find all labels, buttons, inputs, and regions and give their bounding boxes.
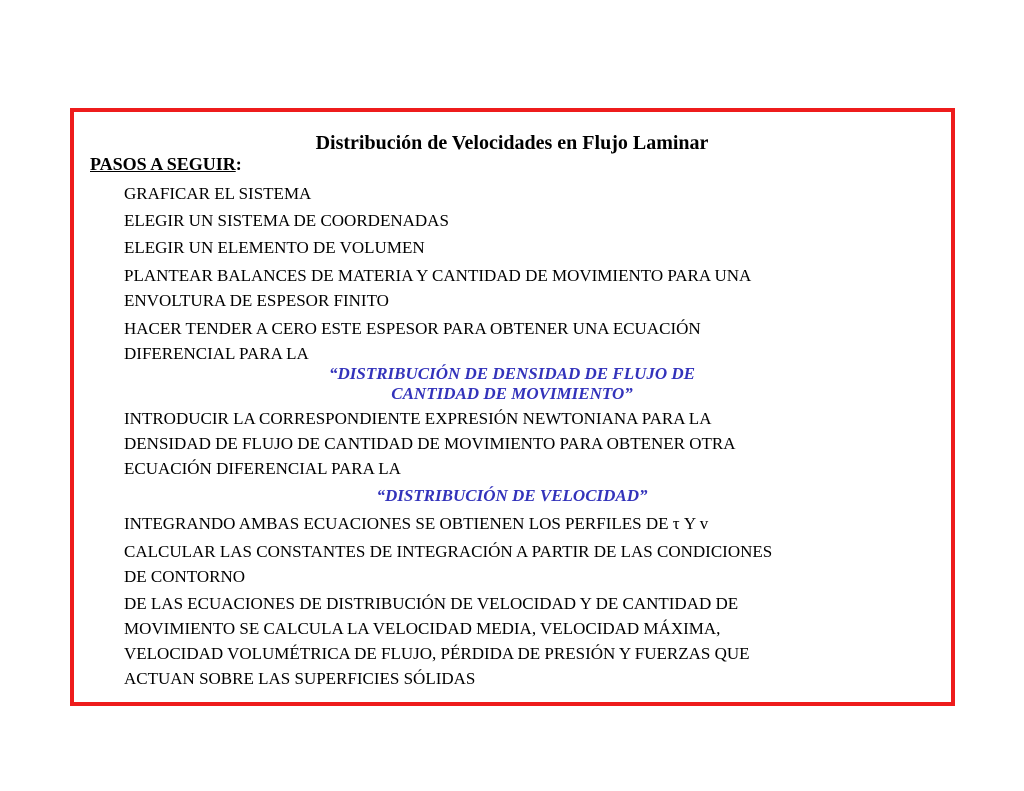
emphasis-distribucion-velocidad: “DISTRIBUCIÓN DE VELOCIDAD” [376,486,648,505]
emphasis-densidad-flujo-line-1: “DISTRIBUCIÓN DE DENSIDAD DE FLUJO DE [328,364,696,383]
steps-heading-label: PASOS A SEGUIR [90,154,236,174]
step-balances-line-2: ENVOLTURA DE ESPESOR FINITO [124,291,389,310]
step-newtoniana-line-2: DENSIDAD DE FLUJO DE CANTIDAD DE MOVIMIENTO PARA OBTENER OTRA [124,434,736,453]
step-espesor-line-2: DIFERENCIAL PARA LA [124,344,309,363]
step-espesor-line-1: HACER TENDER A CERO ESTE ESPESOR PARA OBTENER UNA ECUACIÓN [124,319,701,338]
step-graficar: GRAFICAR EL SISTEMA [124,184,312,203]
emphasis-densidad-flujo-line-2: CANTIDAD DE MOVIMIENTO” [391,384,633,403]
step-calculos-line-3: VELOCIDAD VOLUMÉTRICA DE FLUJO, PÉRDIDA DE PRESIÓN Y FUERZAS QUE [124,644,750,663]
step-constantes-line-2: DE CONTORNO [124,567,246,586]
steps-heading [90,153,242,175]
step-newtoniana-line-3: ECUACIÓN DIFERENCIAL PARA LA [124,459,401,478]
step-coordenadas: ELEGIR UN SISTEMA DE COORDENADAS [124,211,449,230]
steps-heading-colon: : [235,154,242,174]
step-elemento-volumen: ELEGIR UN ELEMENTO DE VOLUMEN [124,238,425,257]
slide-title: Distribución de Velocidades en Flujo Laminar [315,132,709,154]
step-balances-line-1: PLANTEAR BALANCES DE MATERIA Y CANTIDAD DE MOVIMIENTO PARA UNA [124,266,752,285]
step-calculos-line-2: MOVIMIENTO SE CALCULA LA VELOCIDAD MEDIA, VELOCIDAD MÁXIMA, [124,619,721,638]
step-newtoniana-line-1: INTRODUCIR LA CORRESPONDIENTE EXPRESIÓN NEWTONIANA PARA LA [124,409,712,428]
step-calculos-line-1: DE LAS ECUACIONES DE DISTRIBUCIÓN DE VELOCIDAD Y DE CANTIDAD DE [124,594,739,613]
step-constantes-line-1: CALCULAR LAS CONSTANTES DE INTEGRACIÓN A PARTIR DE LAS CONDICIONES [124,542,773,561]
step-calculos-line-4: ACTUAN SOBRE LAS SUPERFICIES SÓLIDAS [124,669,476,688]
step-integrando: INTEGRANDO AMBAS ECUACIONES SE OBTIENEN LOS PERFILES DE τ Y v [124,514,709,533]
